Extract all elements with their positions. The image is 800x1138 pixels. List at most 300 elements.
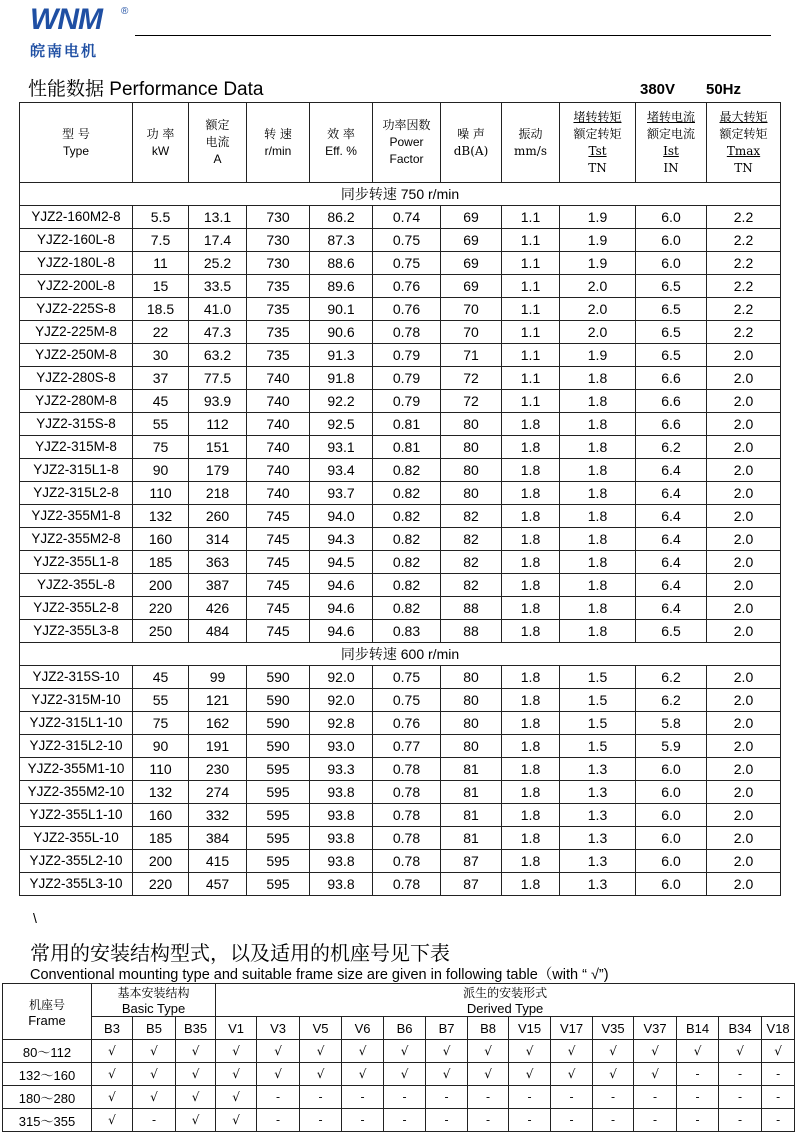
table-cell: 0.79 [373, 390, 441, 413]
mount-mark-cell: - [509, 1109, 551, 1132]
table-cell: 2.0 [707, 528, 781, 551]
table-cell: 2.0 [707, 344, 781, 367]
mount-mark-cell: - [677, 1086, 719, 1109]
table-cell: 6.5 [636, 321, 707, 344]
mount-mark-cell: √ [426, 1040, 468, 1063]
table-cell: 735 [247, 275, 310, 298]
table-cell: 2.0 [707, 827, 781, 850]
motor-type-cell: YJZ2-355L-8 [20, 574, 133, 597]
table-cell: 1.8 [502, 873, 560, 896]
table-cell: 33.5 [189, 275, 247, 298]
table-cell: 1.8 [502, 620, 560, 643]
motor-type-cell: YJZ2-355M1-10 [20, 758, 133, 781]
table-cell: 6.4 [636, 597, 707, 620]
table-cell: 160 [133, 528, 189, 551]
mount-mark-cell: √ [92, 1040, 133, 1063]
table-cell: 0.79 [373, 367, 441, 390]
table-cell: 185 [133, 827, 189, 850]
table-cell: 2.0 [707, 551, 781, 574]
table-cell: 70 [441, 298, 502, 321]
table-cell: 13.1 [189, 206, 247, 229]
table-cell: 1.1 [502, 367, 560, 390]
mount-mark-cell: √ [300, 1040, 342, 1063]
mount-mark-cell: - [634, 1109, 677, 1132]
mounting-column-header: V6 [342, 1017, 384, 1040]
table-cell: 71 [441, 344, 502, 367]
table-cell: 484 [189, 620, 247, 643]
table-cell: 45 [133, 390, 189, 413]
mount-mark-cell: √ [762, 1040, 795, 1063]
frame-size-cell: 132～160 [3, 1063, 92, 1086]
table-cell: 1.8 [502, 551, 560, 574]
table-cell: 5.9 [636, 735, 707, 758]
table-row [20, 505, 781, 528]
table-cell: 260 [189, 505, 247, 528]
table-row [20, 206, 781, 229]
speed-group-row [20, 183, 781, 206]
table-cell: 179 [189, 459, 247, 482]
table-row [20, 252, 781, 275]
table-cell: 81 [441, 827, 502, 850]
mount-mark-cell: √ [257, 1040, 300, 1063]
table-cell: 1.1 [502, 229, 560, 252]
table-cell: 1.1 [502, 390, 560, 413]
table-cell: 0.83 [373, 620, 441, 643]
header-power: 功 率 kW [133, 103, 189, 183]
table-cell: 92.0 [310, 666, 373, 689]
table-cell: 6.6 [636, 390, 707, 413]
mount-mark-cell: - [342, 1109, 384, 1132]
table-cell: 94.6 [310, 597, 373, 620]
logo-chinese-name: 皖南电机 [30, 42, 99, 60]
table-cell: 0.82 [373, 551, 441, 574]
table-cell: 200 [133, 850, 189, 873]
mount-mark-cell: √ [509, 1040, 551, 1063]
table-cell: 2.2 [707, 321, 781, 344]
mount-mark-cell: √ [92, 1086, 133, 1109]
table-cell: 2.0 [560, 298, 636, 321]
table-row [20, 574, 781, 597]
motor-type-cell: YJZ2-315S-10 [20, 666, 133, 689]
table-cell: 6.2 [636, 436, 707, 459]
mount-mark-cell: √ [257, 1063, 300, 1086]
performance-table [19, 102, 781, 896]
table-cell: 2.0 [707, 712, 781, 735]
mounting-row [3, 1109, 795, 1132]
table-cell: 93.0 [310, 735, 373, 758]
header-efficiency: 效 率 Eff. % [310, 103, 373, 183]
table-cell: 110 [133, 758, 189, 781]
speed-group-label: 同步转速 750 r/min [20, 183, 781, 206]
mount-mark-cell: √ [384, 1040, 426, 1063]
mount-mark-cell: √ [342, 1040, 384, 1063]
table-cell: 69 [441, 252, 502, 275]
table-cell: 2.0 [707, 482, 781, 505]
table-cell: 1.8 [502, 781, 560, 804]
table-cell: 6.0 [636, 781, 707, 804]
table-cell: 0.81 [373, 436, 441, 459]
header-current: 额定电流 A [189, 103, 247, 183]
table-cell: 595 [247, 827, 310, 850]
table-cell: 0.82 [373, 528, 441, 551]
motor-type-cell: YJZ2-355M1-8 [20, 505, 133, 528]
mounting-column-header: B7 [426, 1017, 468, 1040]
mount-mark-cell: √ [176, 1040, 216, 1063]
table-cell: 1.3 [560, 850, 636, 873]
table-cell: 22 [133, 321, 189, 344]
table-cell: 2.0 [707, 781, 781, 804]
table-cell: 92.0 [310, 689, 373, 712]
table-cell: 1.8 [560, 436, 636, 459]
table-cell: 72 [441, 390, 502, 413]
table-cell: 1.8 [560, 620, 636, 643]
table-cell: 740 [247, 367, 310, 390]
table-row [20, 804, 781, 827]
table-cell: 745 [247, 597, 310, 620]
table-cell: 2.0 [707, 436, 781, 459]
table-cell: 93.1 [310, 436, 373, 459]
motor-type-cell: YJZ2-280S-8 [20, 367, 133, 390]
motor-type-cell: YJZ2-160M2-8 [20, 206, 133, 229]
mount-mark-cell: - [719, 1109, 762, 1132]
table-cell: 6.2 [636, 666, 707, 689]
table-cell: 1.8 [502, 482, 560, 505]
header-noise: 噪 声 dB(A) [441, 103, 502, 183]
table-cell: 70 [441, 321, 502, 344]
motor-type-cell: YJZ2-315L1-8 [20, 459, 133, 482]
table-cell: 1.9 [560, 344, 636, 367]
table-cell: 75 [133, 712, 189, 735]
table-cell: 1.3 [560, 827, 636, 850]
mounting-column-row [3, 1017, 795, 1040]
mounting-column-header: V15 [509, 1017, 551, 1040]
table-cell: 218 [189, 482, 247, 505]
table-cell: 2.2 [707, 229, 781, 252]
frame-size-cell: 80～112 [3, 1040, 92, 1063]
table-cell: 2.0 [707, 620, 781, 643]
table-cell: 6.6 [636, 413, 707, 436]
table-cell: 0.78 [373, 321, 441, 344]
mount-mark-cell: - [762, 1109, 795, 1132]
table-cell: 30 [133, 344, 189, 367]
table-cell: 0.81 [373, 413, 441, 436]
table-cell: 1.8 [502, 804, 560, 827]
mount-mark-cell: √ [551, 1040, 593, 1063]
motor-type-cell: YJZ2-315L2-8 [20, 482, 133, 505]
table-cell: 740 [247, 459, 310, 482]
table-row [20, 873, 781, 896]
mount-mark-cell: √ [593, 1040, 634, 1063]
table-cell: 250 [133, 620, 189, 643]
header-locked-current: 堵转电流 额定电流 Ist IN [636, 103, 707, 183]
mounting-column-header: B14 [677, 1017, 719, 1040]
motor-type-cell: YJZ2-315L1-10 [20, 712, 133, 735]
table-row [20, 620, 781, 643]
table-cell: 1.1 [502, 275, 560, 298]
table-cell: 595 [247, 873, 310, 896]
table-cell: 82 [441, 551, 502, 574]
table-cell: 0.82 [373, 597, 441, 620]
table-cell: 1.8 [560, 482, 636, 505]
motor-type-cell: YJZ2-355M2-8 [20, 528, 133, 551]
table-cell: 1.8 [560, 459, 636, 482]
mount-mark-cell: - [509, 1086, 551, 1109]
mount-mark-cell: √ [426, 1063, 468, 1086]
table-cell: 80 [441, 712, 502, 735]
motor-type-cell: YJZ2-315L2-10 [20, 735, 133, 758]
table-row [20, 597, 781, 620]
motor-type-cell: YJZ2-250M-8 [20, 344, 133, 367]
table-cell: 1.8 [560, 574, 636, 597]
table-cell: 93.7 [310, 482, 373, 505]
mounting-column-header: V3 [257, 1017, 300, 1040]
table-cell: 0.75 [373, 689, 441, 712]
table-cell: 6.5 [636, 275, 707, 298]
table-cell: 1.9 [560, 252, 636, 275]
table-cell: 94.5 [310, 551, 373, 574]
table-cell: 735 [247, 344, 310, 367]
mount-mark-cell: √ [176, 1063, 216, 1086]
table-cell: 1.9 [560, 206, 636, 229]
table-cell: 2.0 [560, 275, 636, 298]
table-cell: 1.8 [502, 436, 560, 459]
mount-mark-cell: - [762, 1086, 795, 1109]
table-cell: 745 [247, 528, 310, 551]
table-cell: 6.0 [636, 873, 707, 896]
table-cell: 314 [189, 528, 247, 551]
table-cell: 590 [247, 689, 310, 712]
mount-mark-cell: - [634, 1086, 677, 1109]
table-row [20, 735, 781, 758]
table-cell: 86.2 [310, 206, 373, 229]
table-cell: 75 [133, 436, 189, 459]
table-cell: 81 [441, 758, 502, 781]
table-row [20, 298, 781, 321]
table-cell: 6.6 [636, 367, 707, 390]
table-cell: 87.3 [310, 229, 373, 252]
table-cell: 2.0 [707, 574, 781, 597]
mounting-column-header: B3 [92, 1017, 133, 1040]
mount-mark-cell: √ [634, 1063, 677, 1086]
table-cell: 89.6 [310, 275, 373, 298]
table-cell: 0.75 [373, 229, 441, 252]
table-row [20, 344, 781, 367]
logo-mark: WNM [30, 3, 102, 36]
mount-mark-cell: - [762, 1063, 795, 1086]
table-cell: 87 [441, 850, 502, 873]
table-cell: 94.0 [310, 505, 373, 528]
table-cell: 15 [133, 275, 189, 298]
table-cell: 82 [441, 574, 502, 597]
table-cell: 94.6 [310, 620, 373, 643]
table-cell: 90.6 [310, 321, 373, 344]
table-cell: 2.0 [707, 735, 781, 758]
table-cell: 1.8 [502, 712, 560, 735]
table-cell: 6.0 [636, 827, 707, 850]
mounting-column-header: B5 [133, 1017, 176, 1040]
table-cell: 47.3 [189, 321, 247, 344]
motor-type-cell: YJZ2-355L3-8 [20, 620, 133, 643]
table-cell: 6.0 [636, 758, 707, 781]
table-cell: 5.5 [133, 206, 189, 229]
speed-group-row [20, 643, 781, 666]
table-cell: 1.3 [560, 758, 636, 781]
header-speed: 转 速 r/min [247, 103, 310, 183]
table-cell: 6.0 [636, 252, 707, 275]
table-cell: 5.8 [636, 712, 707, 735]
table-cell: 82 [441, 505, 502, 528]
table-cell: 0.78 [373, 850, 441, 873]
mount-mark-cell: √ [719, 1040, 762, 1063]
mount-mark-cell: √ [216, 1063, 257, 1086]
table-cell: 90 [133, 735, 189, 758]
table-cell: 6.4 [636, 505, 707, 528]
mounting-row [3, 1040, 795, 1063]
table-cell: 1.8 [502, 413, 560, 436]
table-cell: 457 [189, 873, 247, 896]
table-cell: 595 [247, 804, 310, 827]
table-cell: 1.8 [560, 390, 636, 413]
table-row [20, 229, 781, 252]
table-cell: 80 [441, 482, 502, 505]
table-cell: 1.8 [560, 597, 636, 620]
mount-mark-cell: - [677, 1063, 719, 1086]
table-cell: 0.82 [373, 459, 441, 482]
mount-mark-cell: - [468, 1109, 509, 1132]
mounting-column-header: V18 [762, 1017, 795, 1040]
mount-mark-cell: √ [176, 1109, 216, 1132]
motor-type-cell: YJZ2-315S-8 [20, 413, 133, 436]
mount-mark-cell: √ [468, 1040, 509, 1063]
table-cell: 91.8 [310, 367, 373, 390]
table-row [20, 275, 781, 298]
mount-mark-cell: √ [593, 1063, 634, 1086]
mount-mark-cell: - [133, 1109, 176, 1132]
page-title: 性能数据 Performance Data [28, 79, 264, 100]
table-row [20, 758, 781, 781]
table-cell: 80 [441, 666, 502, 689]
motor-type-cell: YJZ2-225M-8 [20, 321, 133, 344]
table-cell: 132 [133, 505, 189, 528]
table-cell: 220 [133, 597, 189, 620]
table-cell: 162 [189, 712, 247, 735]
table-cell: 1.1 [502, 298, 560, 321]
table-cell: 81 [441, 804, 502, 827]
header-type: 型 号 Type [20, 103, 133, 183]
motor-type-cell: YJZ2-355L1-8 [20, 551, 133, 574]
table-cell: 2.0 [707, 873, 781, 896]
header-rule [135, 35, 771, 36]
table-cell: 18.5 [133, 298, 189, 321]
table-cell: 0.76 [373, 275, 441, 298]
table-cell: 274 [189, 781, 247, 804]
mount-mark-cell: √ [300, 1063, 342, 1086]
table-cell: 185 [133, 551, 189, 574]
mounting-column-header: B34 [719, 1017, 762, 1040]
mount-mark-cell: - [468, 1086, 509, 1109]
table-cell: 91.3 [310, 344, 373, 367]
mount-mark-cell: - [257, 1109, 300, 1132]
table-cell: 2.2 [707, 298, 781, 321]
table-cell: 1.8 [502, 459, 560, 482]
voltage-label: 380V [640, 81, 676, 98]
table-cell: 1.8 [560, 505, 636, 528]
table-cell: 93.9 [189, 390, 247, 413]
table-cell: 0.77 [373, 735, 441, 758]
table-cell: 93.8 [310, 827, 373, 850]
table-cell: 200 [133, 574, 189, 597]
table-cell: 735 [247, 321, 310, 344]
table-cell: 730 [247, 206, 310, 229]
mount-mark-cell: √ [133, 1063, 176, 1086]
table-cell: 55 [133, 413, 189, 436]
header-locked-torque: 堵转转矩 额定转矩 Tst TN [560, 103, 636, 183]
table-cell: 745 [247, 505, 310, 528]
motor-type-cell: YJZ2-355L1-10 [20, 804, 133, 827]
mount-mark-cell: √ [133, 1040, 176, 1063]
table-row [20, 712, 781, 735]
basic-type-header: 基本安装结构 Basic Type [92, 984, 216, 1017]
table-cell: 230 [189, 758, 247, 781]
motor-type-cell: YJZ2-160L-8 [20, 229, 133, 252]
table-cell: 2.0 [707, 689, 781, 712]
mount-mark-cell: √ [677, 1040, 719, 1063]
frame-size-cell: 315～355 [3, 1109, 92, 1132]
table-cell: 191 [189, 735, 247, 758]
table-cell: 332 [189, 804, 247, 827]
mount-mark-cell: - [426, 1086, 468, 1109]
mount-mark-cell: - [719, 1086, 762, 1109]
motor-type-cell: YJZ2-355L2-10 [20, 850, 133, 873]
table-row [20, 390, 781, 413]
mount-mark-cell: - [257, 1086, 300, 1109]
mounting-column-header: V35 [593, 1017, 634, 1040]
table-cell: 1.8 [502, 574, 560, 597]
motor-type-cell: YJZ2-355M2-10 [20, 781, 133, 804]
table-cell: 6.4 [636, 574, 707, 597]
table-cell: 1.8 [502, 689, 560, 712]
table-row [20, 850, 781, 873]
table-cell: 88.6 [310, 252, 373, 275]
table-cell: 2.0 [707, 413, 781, 436]
table-cell: 0.82 [373, 482, 441, 505]
table-cell: 0.75 [373, 252, 441, 275]
derived-type-header: 派生的安装形式 Derived Type [216, 984, 795, 1017]
mount-mark-cell: √ [216, 1109, 257, 1132]
motor-type-cell: YJZ2-355L3-10 [20, 873, 133, 896]
table-cell: 745 [247, 551, 310, 574]
table-row [20, 321, 781, 344]
mount-mark-cell: √ [551, 1063, 593, 1086]
speed-group-label: 同步转速 600 r/min [20, 643, 781, 666]
table-cell: 69 [441, 275, 502, 298]
performance-header-row [20, 103, 781, 183]
mounting-column-header: V1 [216, 1017, 257, 1040]
table-cell: 92.5 [310, 413, 373, 436]
table-row [20, 459, 781, 482]
mounting-column-header: V5 [300, 1017, 342, 1040]
table-cell: 2.0 [707, 850, 781, 873]
table-cell: 6.2 [636, 689, 707, 712]
table-cell: 0.75 [373, 666, 441, 689]
table-cell: 1.8 [502, 758, 560, 781]
table-cell: 6.0 [636, 206, 707, 229]
table-cell: 1.8 [502, 827, 560, 850]
table-cell: 415 [189, 850, 247, 873]
motor-type-cell: YJZ2-355L2-8 [20, 597, 133, 620]
table-cell: 6.0 [636, 804, 707, 827]
table-cell: 2.0 [707, 505, 781, 528]
